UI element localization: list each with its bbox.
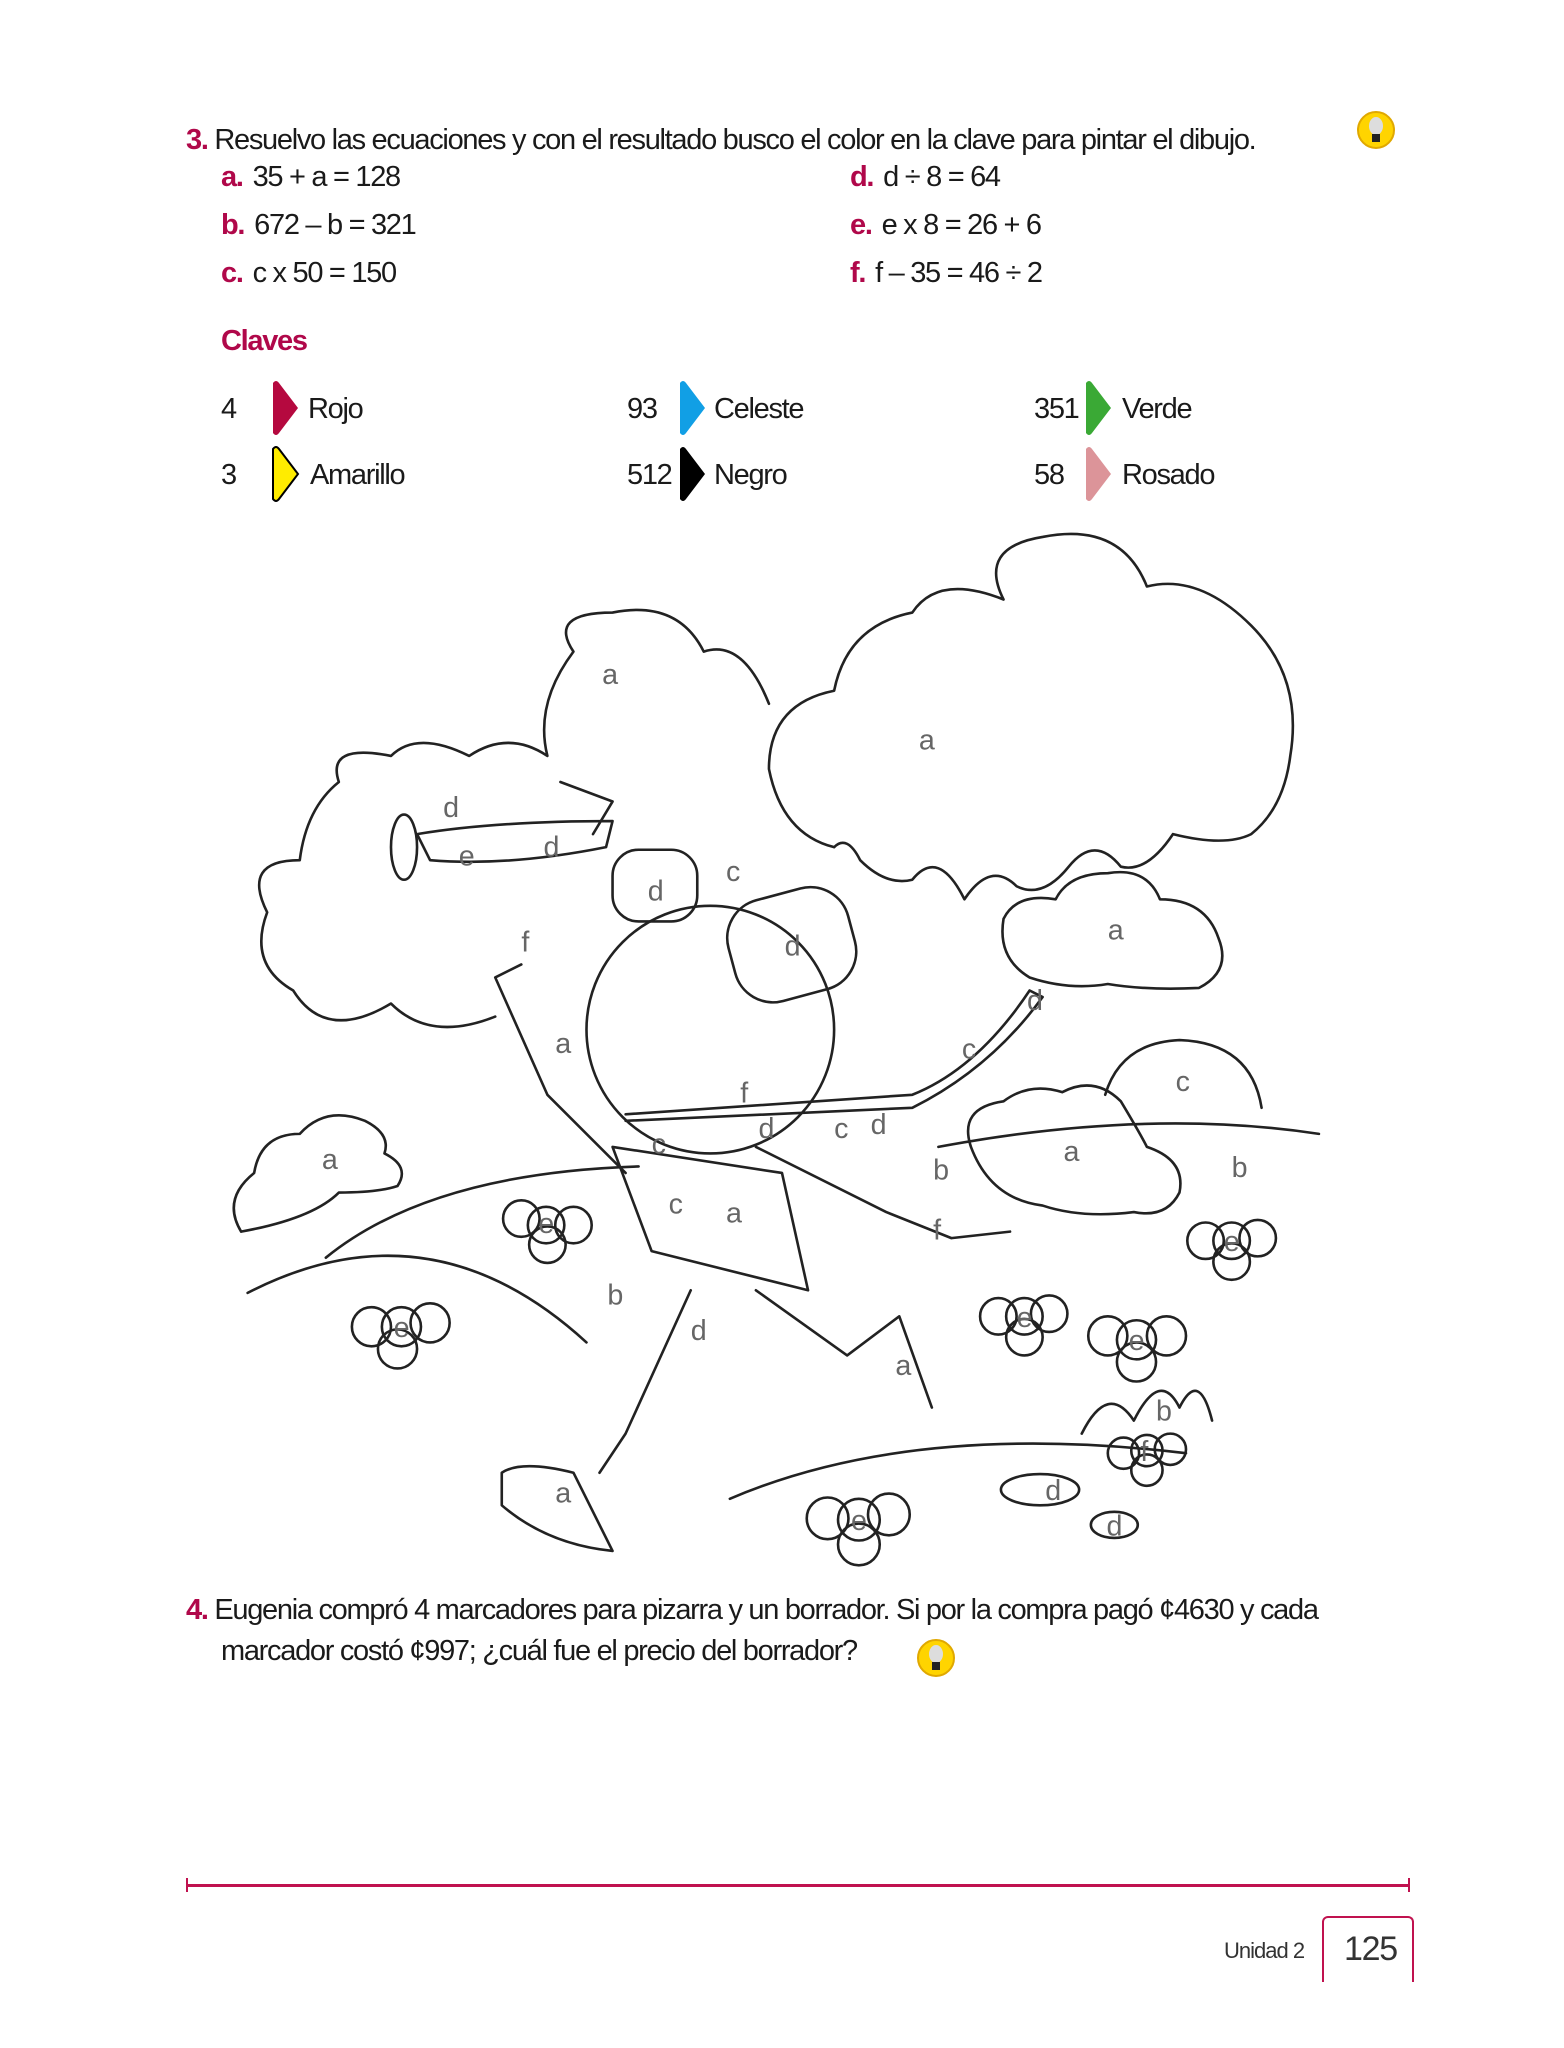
equation-text: 672 – b = 321 [254,209,416,241]
region-label: c [834,1112,849,1145]
region-label: f [933,1214,942,1247]
crayon-pink-icon [1083,445,1113,503]
region-label: d [543,831,560,864]
region-label: c [961,1033,977,1066]
cloud [769,534,1293,899]
region-label: d [784,930,801,963]
flower [1108,1434,1186,1486]
key-value: 4 [221,393,236,425]
key-value: 58 [1034,459,1064,491]
key-value: 3 [221,459,236,491]
equation-d [850,163,1000,192]
boy-body [613,1147,808,1290]
region-label: d [1027,985,1043,1018]
region-label: c [651,1128,666,1161]
item-letter: d. [850,161,874,193]
hill [730,1444,1186,1499]
goggles [718,878,865,1011]
equation-text: c x 50 = 150 [252,257,396,289]
equation-f [850,259,1042,288]
hill [326,1166,639,1257]
cloud [1002,872,1222,989]
region-label: b [1231,1151,1248,1184]
region-label: a [321,1144,338,1177]
boy-leg [756,1290,932,1407]
crayon-yellow-icon [270,445,300,503]
region-label: b [933,1154,950,1187]
item-letter: b. [221,209,245,241]
flower [503,1200,592,1263]
grass [1082,1391,1212,1434]
boy-leg [600,1290,691,1472]
toy-plane [560,782,612,834]
key-label: Rojo [308,393,363,425]
region-label: e [393,1312,410,1345]
scarf [626,991,1043,1121]
region-label: d [758,1112,775,1145]
region-label: e [1016,1301,1033,1334]
key-label: Negro [714,459,787,491]
region-label: f [521,926,530,959]
boy-shoe [502,1466,613,1551]
question-number: 3. [186,124,208,156]
toy-plane [417,821,612,862]
boy-head [586,906,834,1154]
key-label: Celeste [714,393,804,425]
region-label: a [895,1349,912,1382]
region-label: d [870,1108,887,1141]
region-label: d [1045,1475,1062,1508]
equation-text: 35 + a = 128 [252,161,400,193]
hill [248,1256,587,1343]
item-letter: a. [221,161,243,193]
equation-c [221,259,396,288]
sun [1105,1040,1261,1108]
flower [980,1295,1067,1355]
key-value: 351 [1034,393,1079,425]
equation-e [850,211,1041,240]
region-label: e [538,1207,555,1240]
key-label: Rosado [1122,459,1215,491]
goggles [613,850,698,922]
item-letter: e. [850,209,872,241]
key-label: Amarillo [310,459,405,491]
region-label: b [607,1279,624,1312]
equation-text: d ÷ 8 = 64 [883,161,1000,193]
region-label: b [1156,1395,1172,1428]
unit-label: Unidad 2 [1224,1938,1305,1963]
question-number: 4. [186,1594,208,1626]
region-label: a [1063,1136,1080,1169]
key-label: Verde [1122,393,1192,425]
equation-a [221,163,400,192]
region-label: c [668,1188,683,1221]
region-label: d [443,792,460,825]
boy-arm [756,1147,1010,1238]
crayon-green-icon [1083,379,1113,437]
flower [352,1303,450,1368]
region-label: d [647,875,664,908]
region-label: a [918,724,935,757]
hill [938,1123,1319,1146]
flower [807,1494,910,1566]
region-label: f [740,1077,749,1110]
question-text: Eugenia compró 4 marcadores para pizarra y un borrador. Si por la compra pagó ¢4630 y cada [214,1594,1318,1626]
region-label: d [1106,1510,1123,1543]
crayon-red-icon [270,379,300,437]
cloud [259,610,769,1027]
page-number: 125 [1344,1930,1397,1968]
cloud [234,1115,402,1231]
stone [1091,1512,1138,1538]
equation-text: e x 8 = 26 + 6 [881,209,1041,241]
region-label: a [725,1197,742,1230]
region-label: c [1175,1065,1190,1098]
region-label: e [458,840,475,873]
region-label: f [1140,1435,1149,1468]
divider-line [186,1884,1410,1887]
flower [1088,1316,1186,1381]
region-label: e [851,1505,867,1538]
item-letter: c. [221,257,243,289]
question-prompt: Resuelvo las ecuaciones y con el resultado busco el color en la clave para pintar el dibujo. [214,124,1256,156]
drawing-labels [322,659,1248,1542]
lightbulb-icon [1356,110,1396,154]
region-label: e [1223,1226,1240,1259]
stone [1001,1474,1079,1508]
key-value: 93 [627,393,657,425]
region-label: d [690,1314,707,1347]
region-label: c [725,856,741,889]
question-4-line-2: marcador costó ¢997; ¿cuál fue el precio del borrador? [221,1635,857,1667]
key-value: 512 [627,459,672,491]
equation-b [221,211,415,240]
equation-text: f – 35 = 46 ÷ 2 [875,257,1042,289]
flower [1187,1220,1276,1280]
item-letter: f. [850,257,866,289]
region-label: e [1128,1325,1145,1358]
region-label: a [1107,914,1124,947]
crayon-black-icon [677,445,707,503]
lightbulb-icon [916,1636,956,1680]
region-label: a [555,1477,572,1510]
claves-title: Claves [221,325,307,357]
region-label: a [602,659,619,692]
question-4-line-1 [186,1596,1318,1625]
crayon-lightblue-icon [677,379,707,437]
region-label: a [555,1028,572,1061]
question-3 [186,126,1255,155]
cloud [968,1085,1180,1214]
boy-arm [495,964,625,1173]
